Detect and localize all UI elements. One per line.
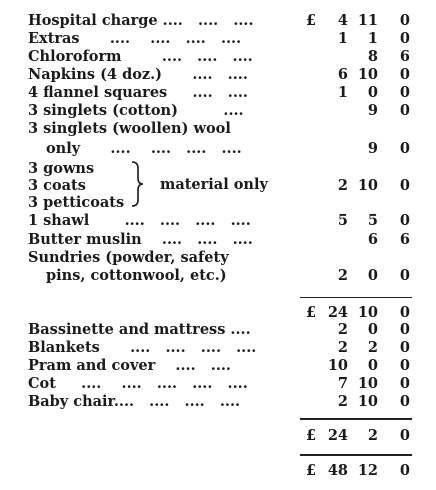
row-baby-chair (0, 393, 436, 411)
row-singlets-cotton (0, 102, 436, 120)
pounds-value: 1 (337, 84, 348, 101)
pence-value: 0 (399, 177, 410, 194)
pounds-value: 2 (337, 393, 348, 410)
divider (300, 418, 412, 420)
material-note: material only (160, 176, 268, 193)
shillings-value: 2 (367, 427, 378, 444)
pence-value: 6 (399, 231, 410, 248)
pounds-value: 48 (327, 462, 348, 479)
shillings-value: 9 (367, 102, 378, 119)
pounds-value: 7 (337, 375, 348, 392)
pound-sign: £ (306, 304, 317, 321)
shillings-value: 0 (367, 84, 378, 101)
item-label: Chloroform .... .... .... (28, 48, 253, 65)
item-label: Baby chair.... .... .... .... (28, 393, 241, 410)
shillings-value: 12 (357, 462, 378, 479)
item-label: Sundries (powder, safety (28, 249, 229, 266)
pence-value: 0 (399, 102, 410, 119)
pence-value: 0 (399, 12, 410, 29)
item-label: Napkins (4 doz.) .... .... (28, 66, 248, 83)
pence-value: 0 (399, 212, 410, 229)
item-label: 3 petticoats (28, 194, 125, 211)
pounds-value: 24 (327, 304, 348, 321)
pence-value: 0 (399, 393, 410, 410)
shillings-value: 0 (367, 267, 378, 284)
row-blankets (0, 339, 436, 357)
pence-value: 0 (399, 304, 410, 321)
pence-value: 0 (399, 267, 410, 284)
pence-value: 0 (399, 462, 410, 479)
pounds-value: 6 (337, 66, 348, 83)
divider (300, 454, 412, 456)
item-label: Cot .... .... .... .... .... (28, 375, 248, 392)
item-label: Pram and cover .... .... (28, 357, 231, 374)
item-label: only .... .... .... .... (46, 140, 242, 157)
subtotal-row-1 (0, 304, 436, 322)
row-napkins (0, 66, 436, 84)
row-shawl (0, 212, 436, 230)
shillings-value: 11 (357, 12, 378, 29)
pound-sign: £ (306, 462, 317, 479)
item-label: 3 gowns (28, 160, 95, 177)
row-bassinette (0, 321, 436, 339)
pounds-value: 10 (327, 357, 348, 374)
shillings-value: 0 (367, 357, 378, 374)
shillings-value: 10 (357, 393, 378, 410)
divider (300, 297, 412, 298)
item-label: Blankets .... .... .... .... (28, 339, 257, 356)
row-petticoats (0, 194, 436, 212)
row-sundries-cont (0, 267, 436, 285)
row-butter-muslin (0, 231, 436, 249)
pence-value: 0 (399, 375, 410, 392)
pence-value: 0 (399, 66, 410, 83)
shillings-value: 10 (357, 375, 378, 392)
pound-sign: £ (306, 427, 317, 444)
shillings-value: 8 (367, 48, 378, 65)
row-pram (0, 357, 436, 375)
shillings-value: 10 (357, 177, 378, 194)
row-extras (0, 30, 436, 48)
item-label: Butter muslin .... .... .... (28, 231, 253, 248)
shillings-value: 1 (367, 30, 378, 47)
row-singlets-woollen-cont (0, 140, 436, 158)
shillings-value: 10 (357, 66, 378, 83)
pounds-value: 2 (337, 267, 348, 284)
row-cot (0, 375, 436, 393)
subtotal-row-2 (0, 427, 436, 445)
pence-value: 0 (399, 321, 410, 338)
item-label: 3 singlets (cotton) .... (28, 102, 244, 119)
pence-value: 0 (399, 427, 410, 444)
pence-value: 0 (399, 30, 410, 47)
item-label: 3 coats (28, 177, 86, 194)
item-label: 1 shawl .... .... .... .... (28, 212, 251, 229)
pence-value: 6 (399, 48, 410, 65)
pence-value: 0 (399, 84, 410, 101)
pounds-value: 4 (337, 12, 348, 29)
item-label: 4 flannel squares .... .... (28, 84, 248, 101)
pounds-value: 2 (337, 177, 348, 194)
shillings-value: 0 (367, 321, 378, 338)
shillings-value: 10 (357, 304, 378, 321)
row-singlets-woollen (0, 120, 436, 138)
item-label: Extras .... .... .... .... (28, 30, 242, 47)
pounds-value: 2 (337, 339, 348, 356)
item-label: Hospital charge .... .... .... (28, 12, 254, 29)
pence-value: 0 (399, 140, 410, 157)
pound-sign: £ (306, 12, 317, 29)
row-flannel-squares (0, 84, 436, 102)
shillings-value: 9 (367, 140, 378, 157)
row-sundries (0, 249, 436, 267)
item-label: Bassinette and mattress .... (28, 321, 251, 338)
shillings-value: 2 (367, 339, 378, 356)
pounds-value: 2 (337, 321, 348, 338)
row-chloroform (0, 48, 436, 66)
pounds-value: 5 (337, 212, 348, 229)
pounds-value: 1 (337, 30, 348, 47)
shillings-value: 6 (367, 231, 378, 248)
brace-icon (130, 160, 144, 208)
shillings-value: 5 (367, 212, 378, 229)
total-row (0, 462, 436, 480)
item-label: pins, cottonwool, etc.) (46, 267, 227, 284)
row-hospital-charge (0, 12, 436, 30)
pence-value: 0 (399, 339, 410, 356)
pounds-value: 24 (327, 427, 348, 444)
pence-value: 0 (399, 357, 410, 374)
item-label: 3 singlets (woollen) wool (28, 120, 231, 137)
